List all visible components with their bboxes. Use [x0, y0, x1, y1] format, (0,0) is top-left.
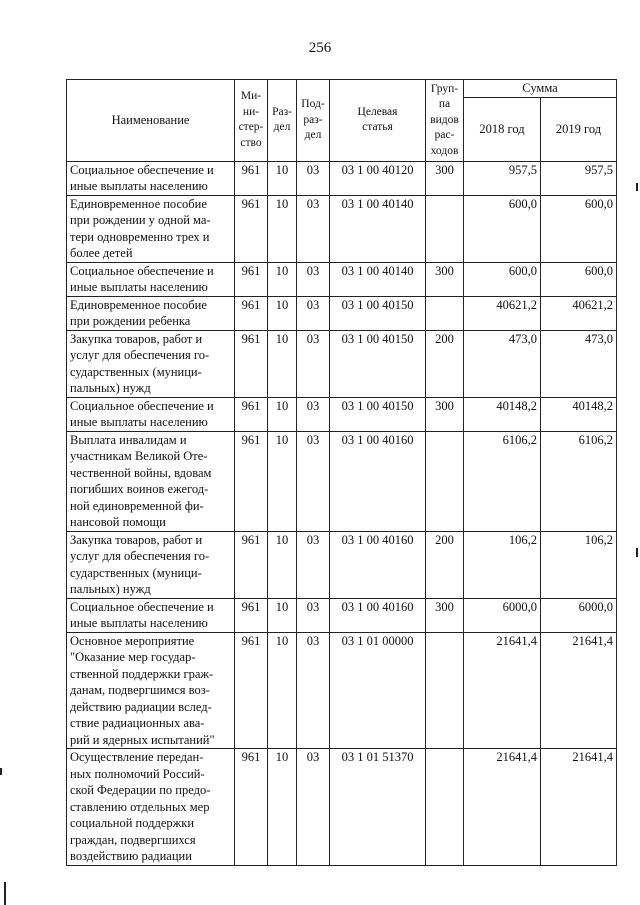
row-expense-group: 300	[426, 598, 464, 632]
row-expense-group: 200	[426, 531, 464, 598]
row-subsection: 03	[297, 749, 330, 866]
row-subsection: 03	[297, 531, 330, 598]
row-name: Закупка товаров, работ и услуг для обеспечения го- сударственных (муници- пальных) нужд	[67, 531, 235, 598]
row-subsection: 03	[297, 330, 330, 397]
row-sum-2018: 106,2	[464, 531, 541, 598]
row-name: Единовременное пособие при рождении у одной ма- тери одновременно трех и более детей	[67, 195, 235, 262]
row-name: Социальное обеспечение и иные выплаты населению	[67, 161, 235, 195]
row-target-article: 03 1 00 40150	[330, 397, 426, 431]
table-row	[67, 749, 617, 866]
table-row	[67, 296, 617, 330]
row-sum-2018: 957,5	[464, 161, 541, 195]
header-name: Наименование	[67, 80, 235, 162]
row-sum-2019: 6000,0	[541, 598, 617, 632]
row-sum-2019: 21641,4	[541, 632, 617, 749]
row-ministry: 961	[235, 632, 268, 749]
row-sum-2019: 40148,2	[541, 397, 617, 431]
header-sum: Сумма	[464, 80, 617, 98]
row-name: Социальное обеспечение и иные выплаты населению	[67, 598, 235, 632]
table-row	[67, 531, 617, 598]
page-number: 256	[308, 40, 332, 56]
header-year-2019: 2019 год	[541, 97, 617, 161]
row-name: Закупка товаров, работ и услуг для обеспечения го- сударственных (муници- пальных) нужд	[67, 330, 235, 397]
table-row	[67, 262, 617, 296]
table-row	[67, 397, 617, 431]
row-target-article: 03 1 00 40160	[330, 431, 426, 531]
row-subsection: 03	[297, 431, 330, 531]
row-sum-2019: 106,2	[541, 531, 617, 598]
row-expense-group	[426, 296, 464, 330]
row-subsection: 03	[297, 296, 330, 330]
row-expense-group	[426, 431, 464, 531]
row-ministry: 961	[235, 397, 268, 431]
row-ministry: 961	[235, 161, 268, 195]
row-ministry: 961	[235, 262, 268, 296]
row-section: 10	[268, 431, 297, 531]
row-ministry: 961	[235, 195, 268, 262]
header-year-2018: 2018 год	[464, 97, 541, 161]
row-ministry: 961	[235, 330, 268, 397]
table-row	[67, 330, 617, 397]
table-body	[67, 161, 617, 865]
row-subsection: 03	[297, 632, 330, 749]
row-expense-group: 300	[426, 262, 464, 296]
row-sum-2018: 6000,0	[464, 598, 541, 632]
row-sum-2019: 600,0	[541, 262, 617, 296]
row-subsection: 03	[297, 161, 330, 195]
row-expense-group	[426, 195, 464, 262]
row-expense-group	[426, 749, 464, 866]
row-ministry: 961	[235, 431, 268, 531]
row-name: Осуществление передан- ных полномочий Россий- ской Федерации по предо- ставлению отдельных мер социальной поддержки граждан, подвергшихся воздействию радиации	[67, 749, 235, 866]
row-expense-group	[426, 632, 464, 749]
row-sum-2018: 600,0	[464, 195, 541, 262]
row-target-article: 03 1 00 40150	[330, 296, 426, 330]
table-row	[67, 632, 617, 749]
row-subsection: 03	[297, 262, 330, 296]
row-target-article: 03 1 00 40150	[330, 330, 426, 397]
row-sum-2018: 473,0	[464, 330, 541, 397]
row-section: 10	[268, 195, 297, 262]
header-expense-group: Груп- па видов рас- ходов	[426, 80, 464, 162]
row-expense-group: 300	[426, 397, 464, 431]
header-target-article: Целевая статья	[330, 80, 426, 162]
row-sum-2019: 600,0	[541, 195, 617, 262]
row-sum-2019: 40621,2	[541, 296, 617, 330]
row-subsection: 03	[297, 598, 330, 632]
scan-mark-right	[636, 548, 638, 557]
row-name: Основное мероприятие "Оказание мер государ- ственной поддержки граж- данам, подвергшимся воз- действию радиации вслед- ствие радиационных ава- рий и ядерных испытаний"	[67, 632, 235, 749]
scan-mark-left	[0, 768, 2, 775]
row-sum-2019: 957,5	[541, 161, 617, 195]
row-target-article: 03 1 01 51370	[330, 749, 426, 866]
table-row	[67, 431, 617, 531]
row-section: 10	[268, 161, 297, 195]
row-section: 10	[268, 749, 297, 866]
row-sum-2019: 21641,4	[541, 749, 617, 866]
row-sum-2018: 6106,2	[464, 431, 541, 531]
row-name: Единовременное пособие при рождении ребенка	[67, 296, 235, 330]
row-name: Социальное обеспечение и иные выплаты населению	[67, 397, 235, 431]
row-section: 10	[268, 632, 297, 749]
row-section: 10	[268, 296, 297, 330]
row-sum-2018: 600,0	[464, 262, 541, 296]
row-target-article: 03 1 00 40160	[330, 598, 426, 632]
row-expense-group: 300	[426, 161, 464, 195]
header-subsection: Под- раз- дел	[297, 80, 330, 162]
row-sum-2018: 21641,4	[464, 749, 541, 866]
row-expense-group: 200	[426, 330, 464, 397]
row-section: 10	[268, 397, 297, 431]
row-sum-2018: 21641,4	[464, 632, 541, 749]
row-target-article: 03 1 00 40140	[330, 262, 426, 296]
scan-mark-top-right	[636, 183, 638, 191]
row-sum-2018: 40148,2	[464, 397, 541, 431]
table-row	[67, 161, 617, 195]
row-name: Социальное обеспечение и иные выплаты населению	[67, 262, 235, 296]
row-name: Выплата инвалидам и участникам Великой Оте- чественной войны, вдовам погибших воинов ежегод- ной единовременной фи- нансовой помощи	[67, 431, 235, 531]
row-subsection: 03	[297, 195, 330, 262]
header-ministry: Ми- ни- стер- ство	[235, 80, 268, 162]
budget-table	[66, 79, 617, 866]
row-ministry: 961	[235, 531, 268, 598]
row-target-article: 03 1 00 40120	[330, 161, 426, 195]
row-target-article: 03 1 01 00000	[330, 632, 426, 749]
row-ministry: 961	[235, 749, 268, 866]
row-ministry: 961	[235, 296, 268, 330]
row-subsection: 03	[297, 397, 330, 431]
row-sum-2019: 473,0	[541, 330, 617, 397]
row-target-article: 03 1 00 40140	[330, 195, 426, 262]
row-target-article: 03 1 00 40160	[330, 531, 426, 598]
row-ministry: 961	[235, 598, 268, 632]
row-section: 10	[268, 531, 297, 598]
table-row	[67, 195, 617, 262]
row-section: 10	[268, 330, 297, 397]
scan-mark-bottom-left	[4, 882, 6, 905]
table-row	[67, 598, 617, 632]
row-section: 10	[268, 598, 297, 632]
row-sum-2018: 40621,2	[464, 296, 541, 330]
row-sum-2019: 6106,2	[541, 431, 617, 531]
header-section: Раз- дел	[268, 80, 297, 162]
row-section: 10	[268, 262, 297, 296]
